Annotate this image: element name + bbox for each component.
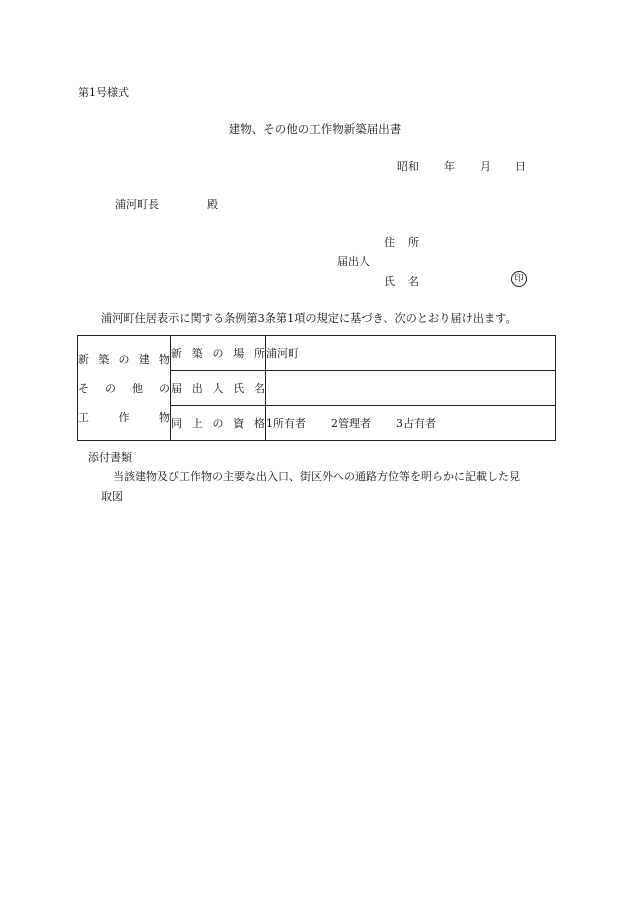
label-cell — [171, 371, 266, 406]
attachments-line-1: 当該建物及び工作物の主要な出入口、街区外への通路方位等を明らかに記載した見 — [113, 470, 520, 483]
label-char: 格 — [254, 417, 265, 430]
seal-mark: 印 — [511, 271, 527, 287]
body-statement: 浦河町住居表示に関する条例第3条第1項の規定に基づき、次のとおり届け出ます。 — [101, 312, 517, 325]
qualification-owner-option[interactable]: 1所有者 — [266, 417, 306, 430]
label-char: 工 — [78, 410, 89, 424]
label-char: 資 — [233, 417, 245, 430]
label-cell — [171, 336, 266, 371]
label-char: 新 — [171, 347, 182, 360]
form-number: 第1号様式 — [78, 86, 129, 99]
label-char: 氏 — [233, 382, 245, 395]
date-day-label: 日 — [515, 160, 526, 173]
qualification-label — [171, 415, 265, 431]
row-header-line-2 — [78, 374, 170, 403]
label-char: 新 — [78, 352, 89, 366]
label-char: の — [212, 417, 224, 430]
qualification-options-cell — [266, 406, 556, 441]
label-char: そ — [78, 381, 89, 395]
label-char: 物 — [159, 352, 170, 366]
label-char: の — [105, 381, 116, 395]
label-char: 作 — [118, 410, 130, 424]
submitter-name-value-cell[interactable] — [266, 371, 556, 406]
label-char: 所 — [254, 347, 265, 360]
label-char: 築 — [98, 352, 110, 366]
submitter-name-label — [171, 380, 265, 396]
attachments-heading: 添付書類 — [88, 451, 132, 464]
table-row — [78, 336, 556, 371]
label-char: 出 — [191, 382, 203, 395]
label-cell — [171, 406, 266, 441]
document-title: 建物、その他の工作物新築届出書 — [228, 122, 402, 136]
attachments-line-2: 取図 — [101, 490, 123, 503]
addressee-suffix: 殿 — [207, 198, 218, 211]
address-label: 住所 — [384, 236, 432, 249]
location-value-cell[interactable] — [266, 336, 556, 371]
label-char: 同 — [171, 417, 182, 430]
row-header-cell — [78, 336, 171, 441]
location-value: 浦河町 — [266, 347, 299, 360]
name-label: 氏名 — [384, 275, 432, 288]
label-char: 他 — [132, 381, 143, 395]
label-char: 築 — [191, 347, 203, 360]
qualification-manager-option[interactable]: 2管理者 — [331, 417, 371, 430]
label-char: 人 — [212, 382, 224, 395]
qualification-occupant-option[interactable]: 3占有者 — [396, 417, 436, 430]
label-char: 場 — [233, 347, 245, 360]
application-table — [77, 335, 556, 441]
label-char: 物 — [159, 410, 170, 424]
label-char: 届 — [171, 382, 182, 395]
date-year-label: 年 — [444, 160, 455, 173]
label-char: 名 — [254, 382, 265, 395]
row-header-line-3 — [78, 403, 170, 432]
submitter-label: 届出人 — [337, 255, 370, 268]
addressee-name: 浦河町長 — [115, 198, 159, 211]
label-char: 建 — [138, 352, 150, 366]
date-era: 昭和 — [397, 160, 419, 173]
label-char: の — [212, 347, 224, 360]
label-char: の — [118, 352, 130, 366]
label-char: の — [159, 381, 170, 395]
row-header-line-1 — [78, 345, 170, 374]
label-char: 上 — [191, 417, 203, 430]
date-month-label: 月 — [480, 160, 491, 173]
location-label — [171, 345, 265, 361]
